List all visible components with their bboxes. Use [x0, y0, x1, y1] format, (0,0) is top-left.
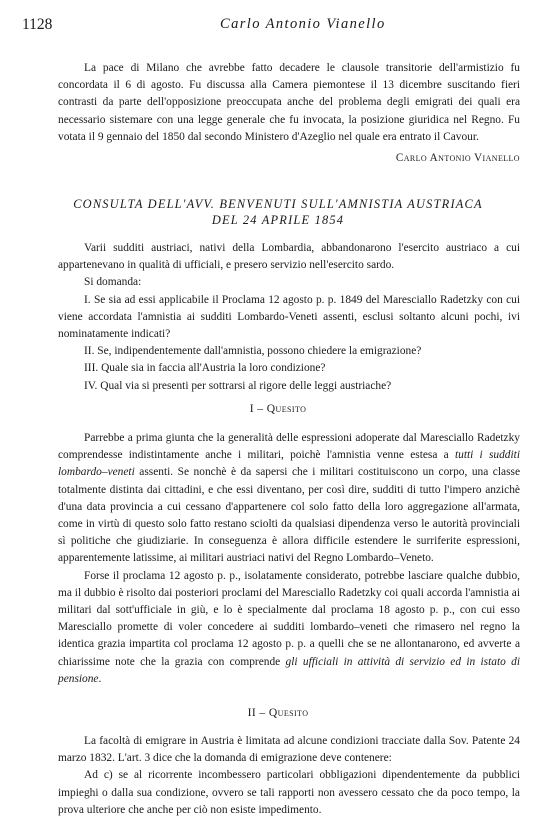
consulta-section — [58, 240, 520, 395]
section-2-heading: II – Quesito — [247, 706, 309, 719]
section-2-paragraph-1: La facoltà di emigrare in Austria è limitata ad alcune condizioni tracciate dalla Sov. Patente 24 marzo 1832. L'art. 3 dice che la domanda di emigrazione deve contenere: — [58, 735, 520, 765]
section-1-body — [58, 430, 520, 688]
page-header — [22, 16, 522, 38]
section-1-p1-emphasis: tutti i sudditi lombardo–veneti — [58, 449, 520, 479]
question-2: II. Se, indipendentemente dall'amnistia, possono chiedere la emigrazione? — [84, 345, 422, 358]
author-signature: Carlo Antonio Vianello — [395, 152, 520, 164]
document-title — [30, 196, 526, 228]
title-line-1: CONSULTA DELL'AVV. BENVENUTI SULL'AMNISTIA AUSTRIACA — [73, 197, 483, 211]
section-1-p1-text-b: assenti. Se nonchè è da sapersi che i militari costituiscono un corpo, una classe totalmente distinta dai cittadini, e che essi diventano, per così dire, sudditi di tutto l'impero anzichè d'una data provincia a cui cessano d'appartenere col solo fatto della loro aggregazione all'armata, come in virtù di questo solo fatto restano sciolti da qualsiasi dipendenza verso le autorità provinciali sì politiche che giudiziarie. In conseguenza è allora difficile estendere le surriferite espressioni, apparentemente latissime, ai militari austriaci nativi del Regno Lombardo–Veneto. — [58, 466, 520, 565]
title-line-2: DEL 24 APRILE 1854 — [211, 213, 345, 227]
consulta-opening: Varii sudditi austriaci, nativi della Lombardia, abbandonarono l'esercito austriaco a cui appartenevano in qualità di ufficiali, e presero servizio nell'esercito sardo. — [58, 242, 520, 272]
consulta-asked: Si domanda: — [84, 276, 142, 289]
section-1-p2-text-a: Forse il proclama 12 agosto p. p., isolatamente considerato, potrebbe lasciare qualche dubbio, ma il dubbio è risolto dai posteriori proclami del Maresciallo Radetzky coi quali accorda l'amnistia ai militari dal sott'ufficiale in giù, e lo è specialmente dal proclama 18 agosto p. p., con cui esso Maresciallo promette di voler concedere ai sudditi lombardo–veneti che rimasero nel regno la identica grazia impartita col proclama 12 agosto p. p. a quelli che se ne allontanarono, ed avverte a chiarissime note che la grazia con comprende — [58, 569, 520, 668]
section-1-heading: I – Quesito — [249, 402, 307, 415]
section-2-paragraph-2: Ad c) se al ricorrente incombessero particolari obbligazioni dipendentemente da pubblici impieghi o dalla sua condizione, ovvero se tali rapporti non avessero cessato che da poco tempo, la prova ulteriore che anche per ciò non esiste impedimento. — [58, 769, 520, 816]
question-1: I. Se sia ad essi applicabile il Proclama 12 agosto p. p. 1849 del Maresciallo Radetzky con cui viene accordata l'amnistia ai sudditi Lombardo-Veneti assenti, esclusi soltanto alcuni pochi, ivi nominatamente indicati? — [58, 293, 520, 341]
section-1-p2-emphasis: gli ufficiali in attività di servizio ed in istato di pensione — [58, 655, 520, 685]
intro-paragraph: La pace di Milano che avrebbe fatto decadere le clausole transitorie dell'armistizio fu concordata il 6 di agosto. Fu discussa alla Camera piemontese il 13 dicembre suscitando fieri contrasti da parte dell'opposizione preoccupata anche del problema degli emigrati dei quali era necessario sistemare con una legge generale che fu invocata, la posizione giuridica nel Regno. Fu votata il 9 gennaio del 1850 dal secondo Ministero d'Azeglio nel quale era entrato il Cavour. — [58, 62, 520, 143]
page-number: 1128 — [22, 16, 53, 33]
section-1-p2-text-b: . — [98, 672, 102, 685]
running-head: Carlo Antonio Vianello — [220, 16, 386, 32]
intro-section — [58, 60, 520, 146]
question-4: IV. Qual via si presenti per sottrarsi al rigore delle leggi austriache? — [84, 379, 392, 392]
section-1-p1-text-a: Parrebbe a prima giunta che la generalità delle espressioni adoperate dal Maresciallo Radetzky comprendesse indistintamente anche i militari, poichè l'amnistia venne estesa a — [58, 432, 520, 462]
question-3: III. Quale sia in faccia all'Austria la loro condizione? — [84, 362, 326, 375]
section-1-paragraph-1 — [58, 430, 520, 568]
section-1-paragraph-2 — [58, 568, 520, 688]
section-2-body — [58, 733, 520, 819]
